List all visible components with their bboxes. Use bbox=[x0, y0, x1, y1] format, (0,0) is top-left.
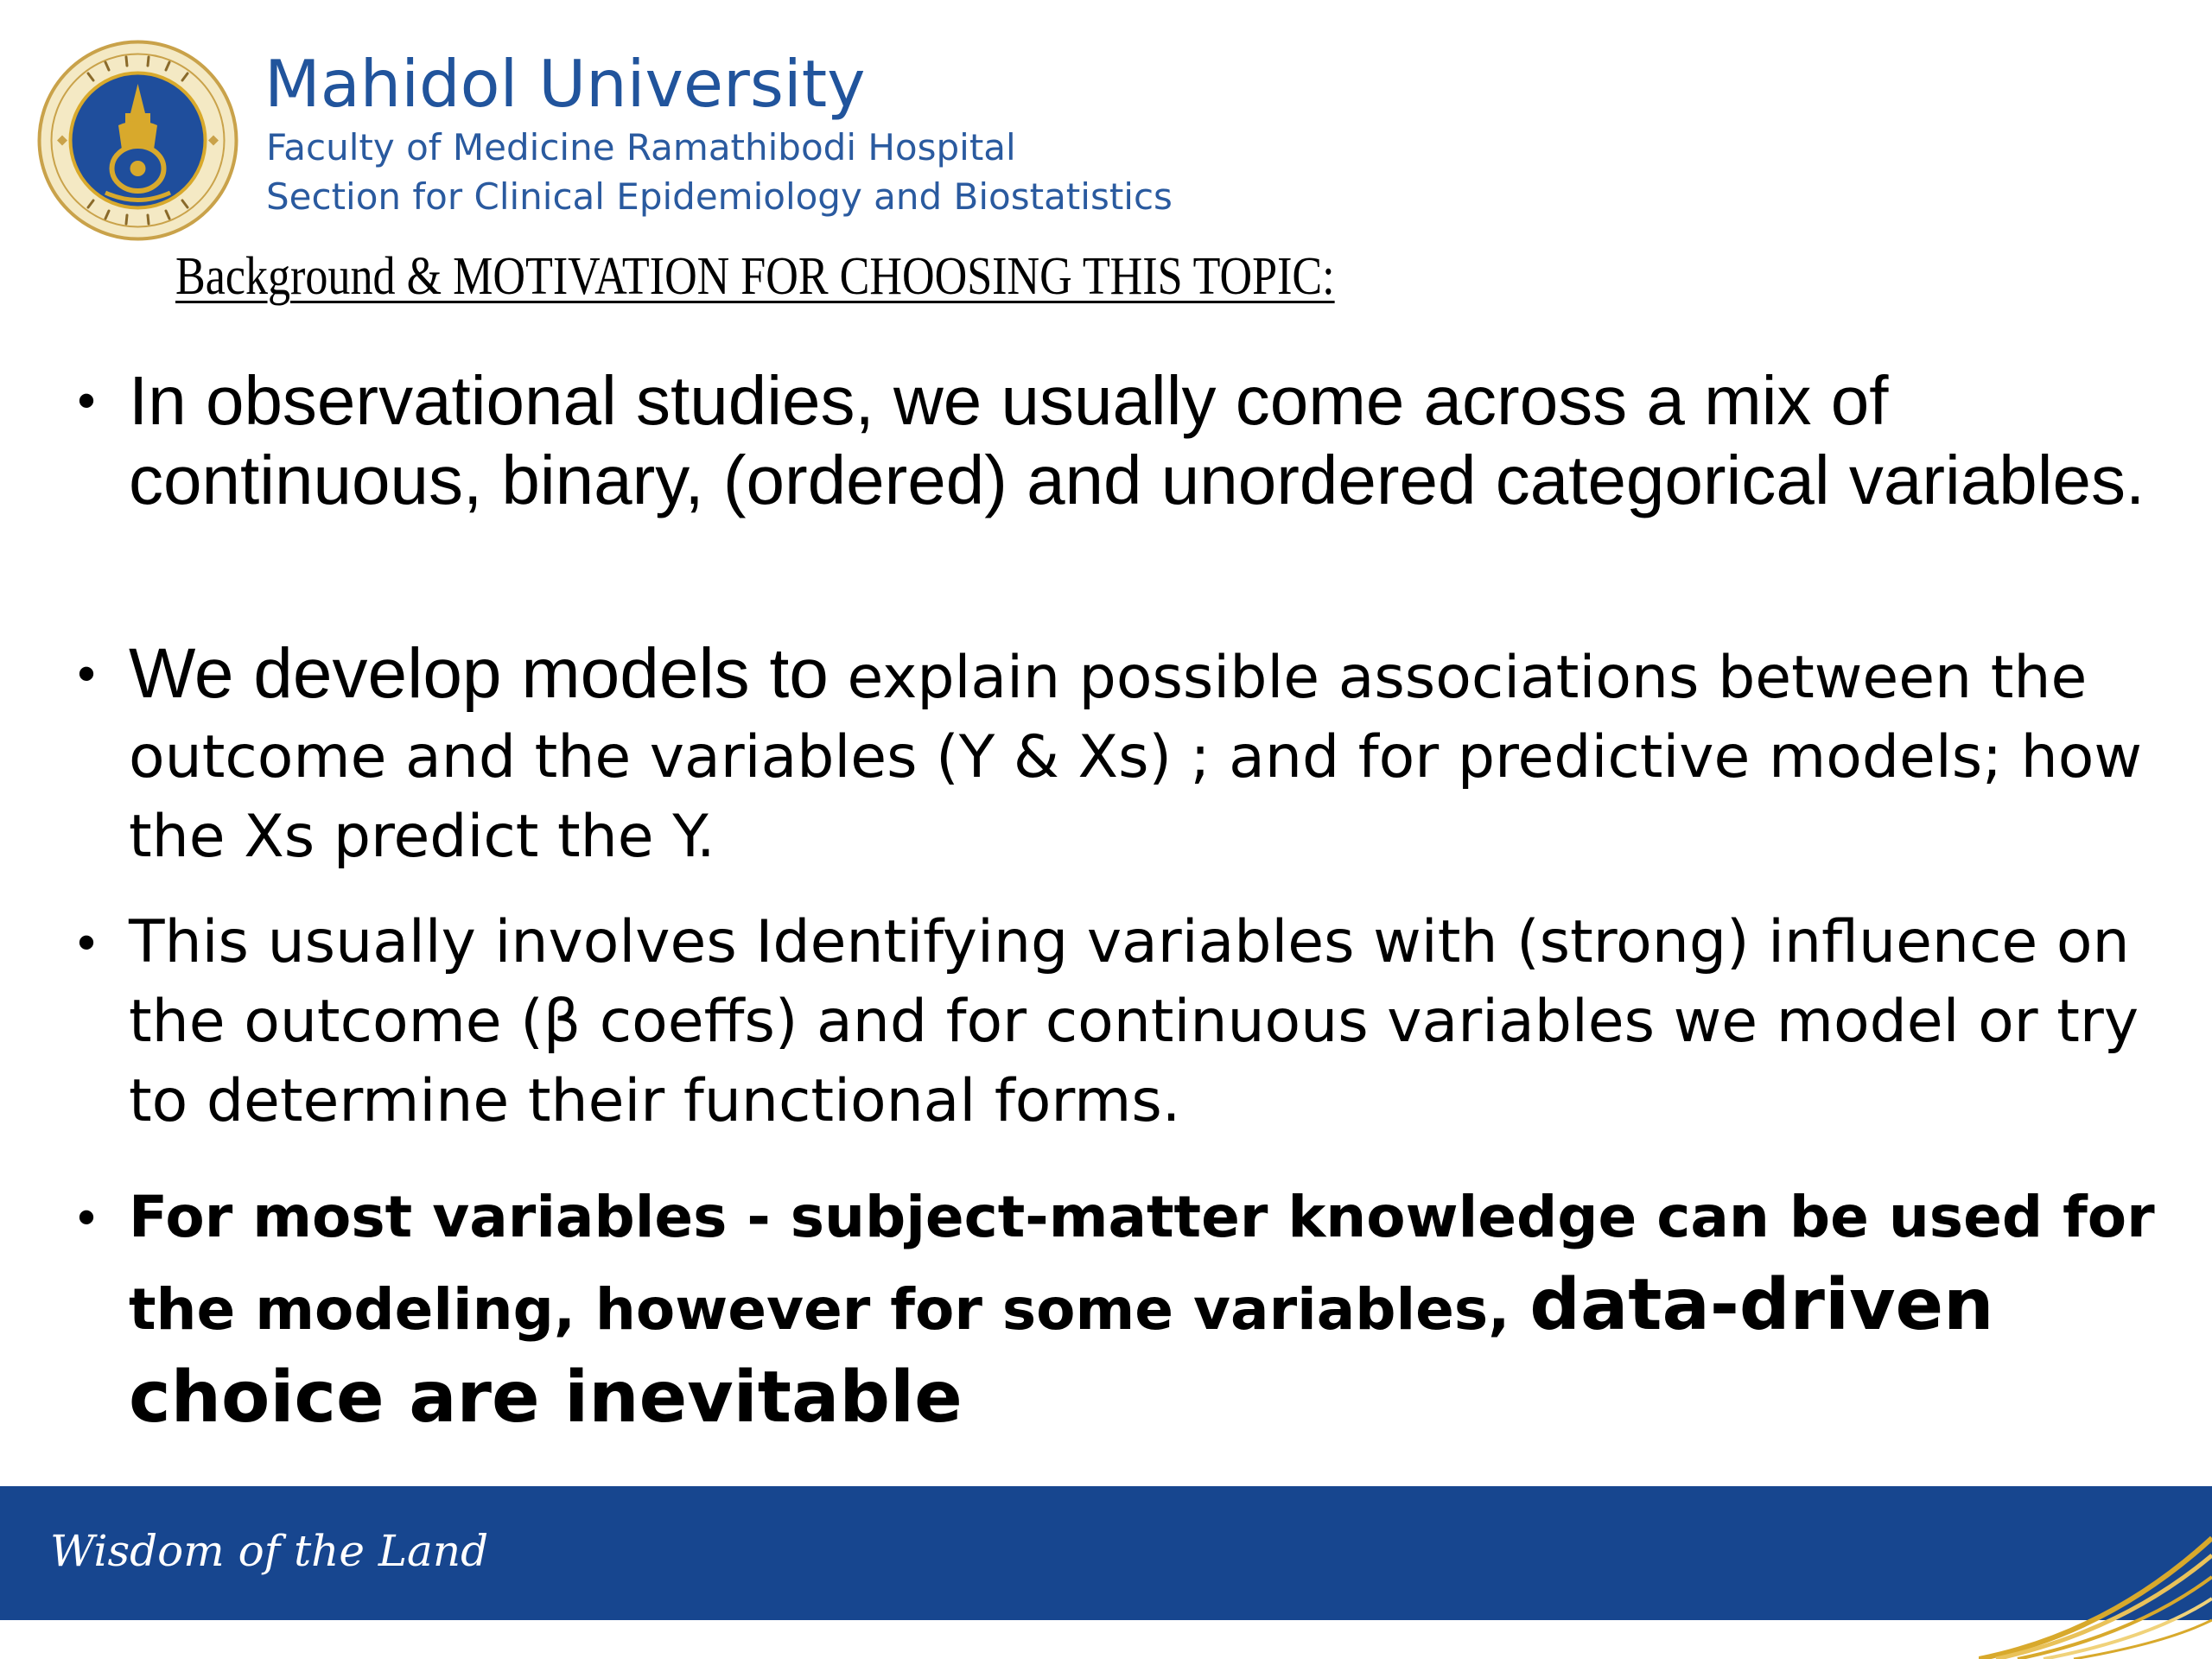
bullet-emphasis: data-driven choice are inevitable bbox=[129, 1264, 1994, 1439]
bullet-item bbox=[69, 634, 2186, 877]
bullet-lead: We develop models to bbox=[129, 634, 829, 713]
faculty-name: Faculty of Medicine Ramathibodi Hospital bbox=[266, 126, 1016, 168]
bullet-body: explain possible associations between the outcome and the variables (Y & Xs) ; and for predictive models; how the Xs predict the Y. bbox=[129, 644, 2142, 871]
bullet-item bbox=[69, 903, 2186, 1141]
bullet-text bbox=[129, 1173, 2185, 1446]
bullet-text bbox=[129, 634, 2185, 877]
university-name: Mahidol University bbox=[264, 46, 866, 122]
bullet-marker: • bbox=[77, 372, 96, 429]
gold-swoosh-icon bbox=[1979, 1486, 2212, 1659]
slide-title: Background & MOTIVATION FOR CHOOSING THIS TOPIC: bbox=[175, 247, 1335, 306]
footer-tagline: Wisdom of the Land bbox=[50, 1526, 489, 1576]
bullet-body: For most variables - subject-matter knowledge can be used for the modeling, however for some variables, bbox=[129, 1184, 2155, 1343]
bullet-text: In observational studies, we usually come across a mix of continuous, binary, (ordered) and unordered categorical variables. bbox=[129, 362, 2145, 518]
bullet-marker: • bbox=[77, 913, 96, 971]
bullet-item bbox=[69, 361, 2186, 520]
footer-strip bbox=[0, 1620, 2212, 1659]
bullet-marker: • bbox=[77, 1188, 96, 1246]
bullet-item bbox=[69, 1173, 2186, 1446]
bullet-text: This usually involves Identifying variables with (strong) influence on the outcome (β coeffs) and for continuous variables we model or try to determine their functional forms. bbox=[129, 908, 2139, 1135]
section-name: Section for Clinical Epidemiology and Biostatistics bbox=[266, 175, 1173, 218]
bullet-marker: • bbox=[77, 645, 96, 702]
